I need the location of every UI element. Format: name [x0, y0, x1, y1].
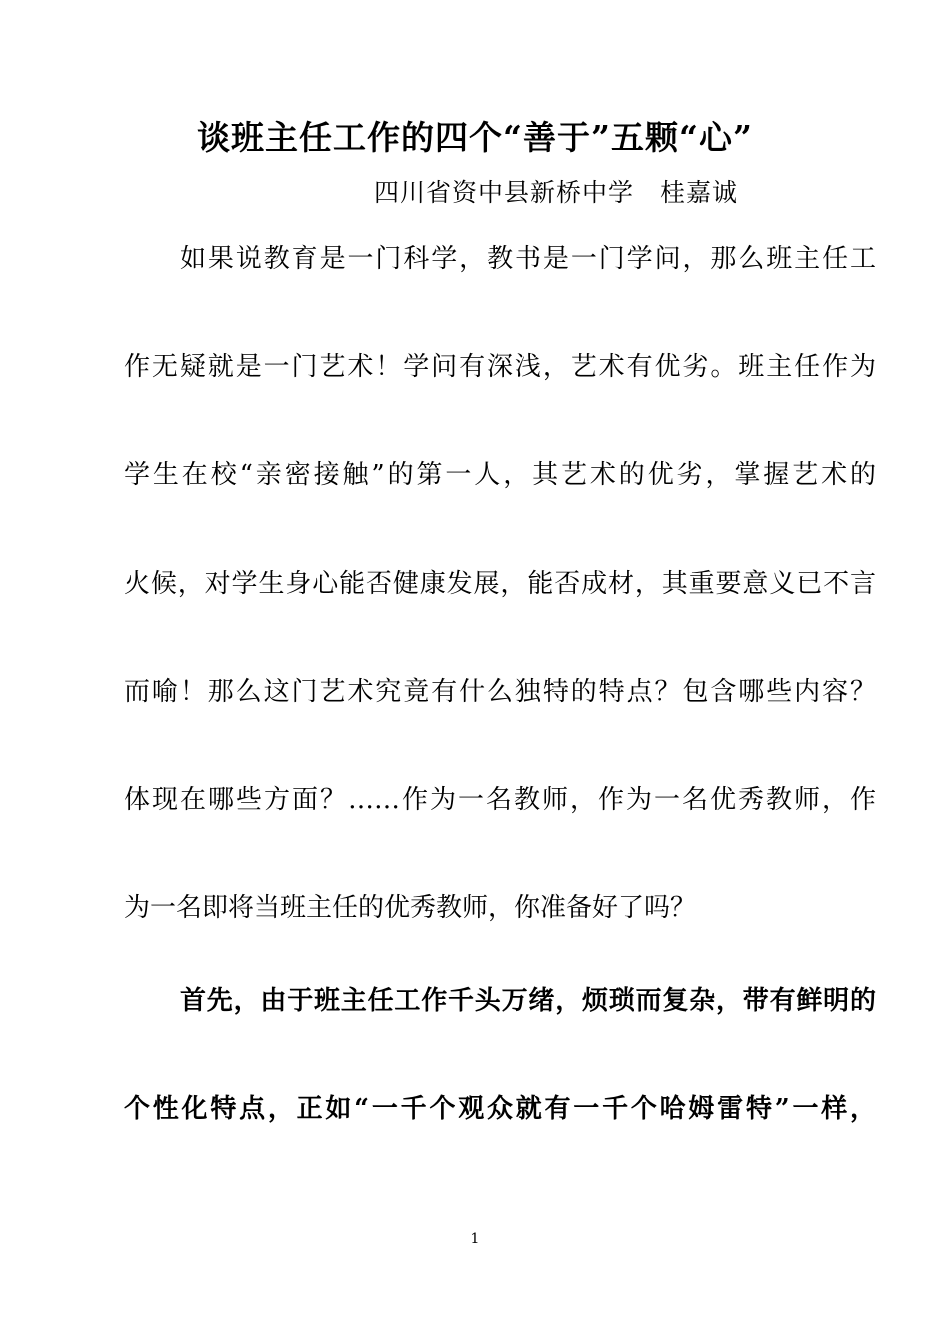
- paragraph-2-line-1: 首先，由于班主任工作千头万绪，烦琐而复杂，带有鲜明的: [180, 986, 876, 1016]
- paragraph-1-line-6: 体现在哪些方面？……作为一名教师，作为一名优秀教师，作: [124, 785, 876, 815]
- paragraph-1-line-4: 火候，对学生身心能否健康发展，能否成材，其重要意义已不言: [124, 569, 876, 599]
- document-title: 谈班主任工作的四个“善于”五颗“心”: [197, 118, 753, 157]
- paragraph-1-line-3: 学生在校“亲密接触”的第一人，其艺术的优劣，掌握艺术的: [124, 460, 876, 490]
- paragraph-1-line-5: 而喻！那么这门艺术究竟有什么独特的特点？包含哪些内容？: [124, 677, 876, 707]
- page-number: 1: [470, 1231, 480, 1247]
- paragraph-1-line-1: 如果说教育是一门科学，教书是一门学问，那么班主任工: [180, 244, 876, 274]
- paragraph-1-line-7: 为一名即将当班主任的优秀教师，你准备好了吗？: [124, 893, 697, 923]
- paragraph-1-line-2: 作无疑就是一门艺术！学问有深浅，艺术有优劣。班主任作为: [124, 352, 876, 382]
- author-line: 四川省资中县新桥中学 桂嘉诚: [374, 178, 739, 207]
- paragraph-2-line-2: 个性化特点，正如“一千个观众就有一千个哈姆雷特”一样，: [124, 1094, 876, 1124]
